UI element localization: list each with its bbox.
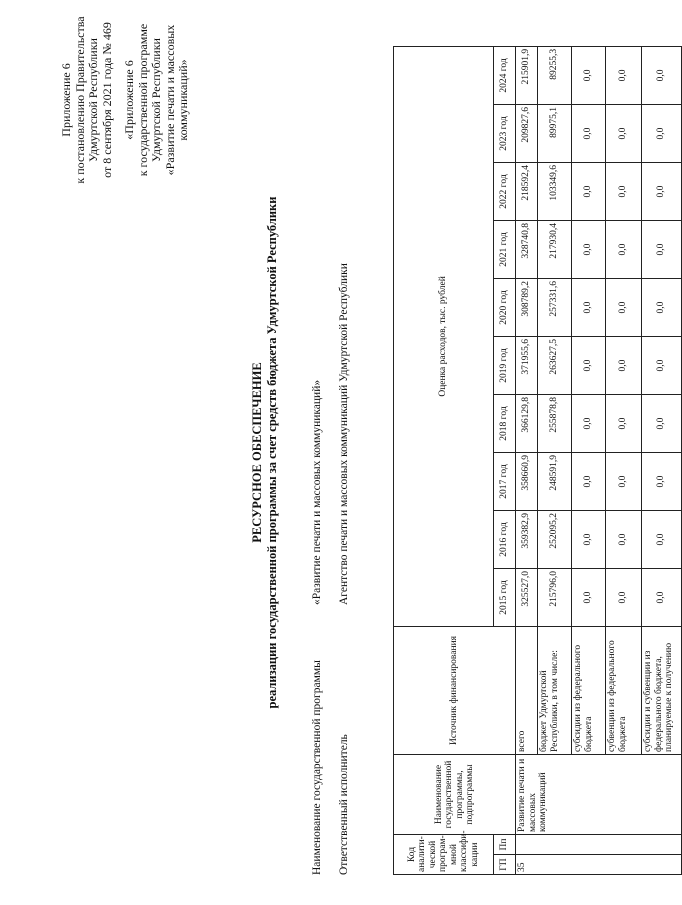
value-cell: 366129,8 [516, 395, 538, 453]
source-cell: всего [516, 627, 538, 755]
value-cell: 0,0 [606, 569, 642, 627]
appendix-sub-line: к государственной программе [135, 23, 150, 177]
executor-value: Агентство печати и массовых коммуникаций Удмуртской Республики [338, 263, 350, 605]
value-cell: 0,0 [572, 46, 606, 104]
header-name: Наименование государственной программы, подпрограммы [394, 755, 516, 835]
value-cell: 0,0 [606, 221, 642, 279]
value-cell: 0,0 [642, 337, 682, 395]
year-header: 2016 год [494, 511, 516, 569]
source-cell: бюджет Удмуртской Республики, в том числе: [538, 627, 572, 755]
value-cell: 257331,6 [538, 279, 572, 337]
program-name-cell: Развитие печати и массовых коммуникаций [516, 755, 682, 835]
title-line-1: РЕСУРСНОЕ ОБЕСПЕЧЕНИЕ [250, 362, 264, 543]
table-row [572, 46, 606, 874]
value-cell: 255878,8 [538, 395, 572, 453]
appendix-sub-line: «Развитие печати и массовых [162, 24, 177, 176]
source-cell: субвенции из федерального бюджета [606, 627, 642, 755]
value-cell: 103349,6 [538, 163, 572, 221]
value-cell: 0,0 [606, 279, 642, 337]
year-header: 2017 год [494, 453, 516, 511]
executor-label: Ответственный исполнитель [338, 734, 350, 875]
value-cell: 0,0 [642, 279, 682, 337]
value-cell: 89975,1 [538, 105, 572, 163]
appendix-line: Удмуртской Республики [86, 38, 100, 162]
table-row [538, 46, 572, 874]
value-cell: 0,0 [606, 453, 642, 511]
resource-table [393, 46, 682, 875]
program-name-value: «Развитие печати и массовых коммуникаций» [311, 379, 323, 605]
year-header: 2023 год [494, 105, 516, 163]
value-cell: 0,0 [572, 163, 606, 221]
header-gp: ГП [494, 855, 516, 875]
value-cell: 0,0 [572, 337, 606, 395]
value-cell: 218592,4 [516, 163, 538, 221]
header-row-1 [394, 46, 494, 874]
value-cell: 0,0 [642, 569, 682, 627]
value-cell: 209827,6 [516, 105, 538, 163]
value-cell: 0,0 [606, 337, 642, 395]
value-cell: 0,0 [606, 105, 642, 163]
table-row [516, 46, 538, 874]
year-header: 2022 год [494, 163, 516, 221]
value-cell: 215796,0 [538, 569, 572, 627]
source-cell: субсидии и субвенции из федерального бюджета, планируемые к получению [642, 627, 682, 755]
header-pp: Пп [494, 835, 516, 855]
appendix-line: от 8 сентября 2021 года № 469 [99, 22, 114, 178]
pp-cell [516, 835, 682, 855]
value-cell: 371955,6 [516, 337, 538, 395]
gp-cell: 35 [516, 855, 682, 875]
value-cell: 0,0 [642, 453, 682, 511]
value-cell: 0,0 [642, 105, 682, 163]
value-cell: 328740,8 [516, 221, 538, 279]
appendix-line: к постановлению Правительства [72, 16, 87, 184]
value-cell: 0,0 [572, 453, 606, 511]
value-cell: 215901,9 [516, 46, 538, 104]
value-cell: 0,0 [606, 511, 642, 569]
value-cell: 248591,9 [538, 453, 572, 511]
value-cell: 0,0 [572, 511, 606, 569]
document-title [250, 0, 280, 905]
year-header: 2024 год [494, 46, 516, 104]
value-cell: 308789,2 [516, 279, 538, 337]
value-cell: 0,0 [572, 569, 606, 627]
value-cell: 0,0 [642, 395, 682, 453]
value-cell: 89255,3 [538, 46, 572, 104]
table-row [606, 46, 642, 874]
value-cell: 217930,4 [538, 221, 572, 279]
value-cell: 0,0 [572, 395, 606, 453]
year-header: 2020 год [494, 279, 516, 337]
value-cell: 0,0 [642, 221, 682, 279]
value-cell: 263627,5 [538, 337, 572, 395]
table-row [642, 46, 682, 874]
value-cell: 252095,2 [538, 511, 572, 569]
header-estimate: Оценка расходов, тыс. рублей [394, 46, 494, 626]
value-cell: 0,0 [572, 279, 606, 337]
value-cell: 0,0 [572, 105, 606, 163]
value-cell: 0,0 [606, 46, 642, 104]
title-line-2: реализации государственной программы за счет средств бюджета Удмуртской Республики [265, 196, 279, 709]
appendix-sub-line: «Приложение 6 [122, 60, 136, 140]
value-cell: 325527,0 [516, 569, 538, 627]
header-source: Источник финансирования [394, 627, 516, 755]
value-cell: 0,0 [606, 163, 642, 221]
value-cell: 0,0 [642, 163, 682, 221]
source-cell: субсидии из федерального бюджета [572, 627, 606, 755]
appendix-sub-line: Удмуртской Республики [149, 38, 163, 162]
year-header: 2018 год [494, 395, 516, 453]
value-cell: 0,0 [572, 221, 606, 279]
appendix-line: Приложение 6 [59, 63, 73, 137]
header-code: Код аналити-ческой програм-мной классифи-кации [394, 835, 494, 875]
appendix-sub-line: коммуникаций» [176, 59, 190, 141]
program-name-label: Наименование государственной программы [311, 660, 323, 875]
value-cell: 359382,9 [516, 511, 538, 569]
year-header: 2019 год [494, 337, 516, 395]
value-cell: 0,0 [642, 511, 682, 569]
value-cell: 0,0 [642, 46, 682, 104]
value-cell: 0,0 [606, 395, 642, 453]
year-header: 2021 год [494, 221, 516, 279]
value-cell: 358660,9 [516, 453, 538, 511]
year-header: 2015 год [494, 569, 516, 627]
appendix-block [60, 0, 191, 200]
